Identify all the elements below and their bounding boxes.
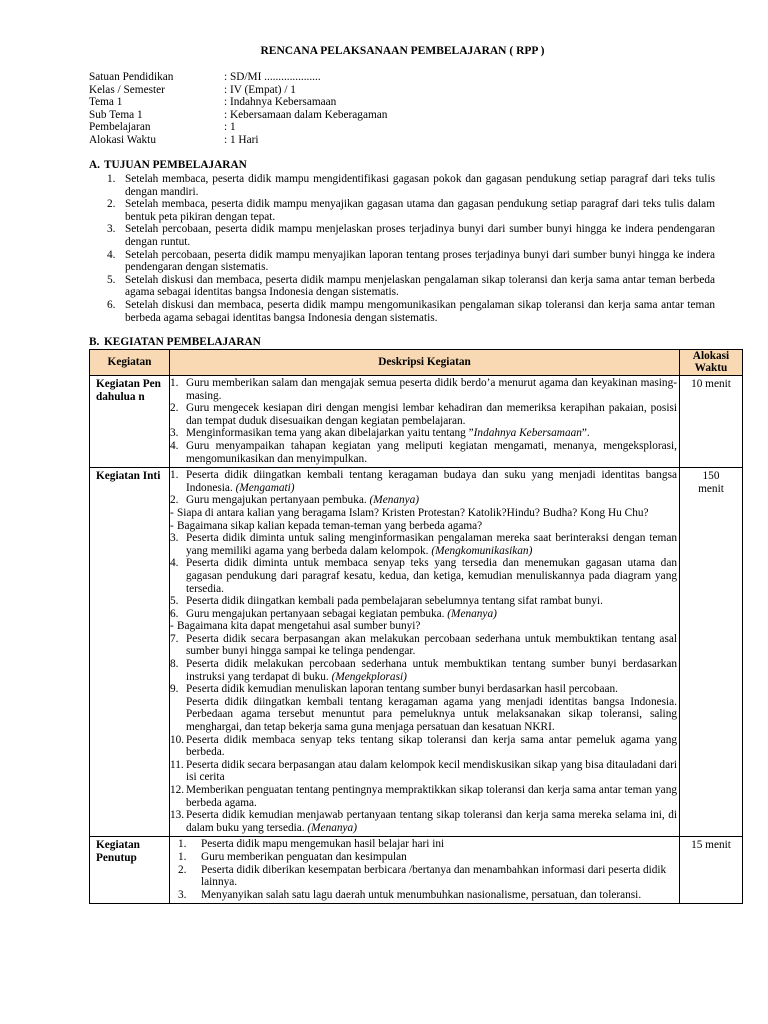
identity-label: Alokasi Waktu — [89, 133, 156, 146]
phase-time-text: 150 menit — [698, 470, 724, 495]
item-text: Setelah membaca, peserta didik mampu mengidentifikasi gagasan pokok dan gagasan pendukung setiap paragraf dari teks tulis dengan mandiri. — [125, 173, 715, 198]
item-text: Peserta didik diingatkan kembali tentang keragaman budaya dan suku yang menjadi identitas bangsa Indonesia. — [186, 469, 677, 494]
section-heading — [89, 159, 715, 173]
item-text: Peserta didik membaca senyap teks tentang sikap toleransi dan kerja sama antar pemeluk agama yang berbeda. — [186, 733, 677, 759]
identity-label: Tema 1 — [89, 96, 123, 109]
identity-label: Sub Tema 1 — [89, 108, 143, 121]
activity-item — [170, 809, 677, 834]
identity-row — [89, 134, 387, 147]
activity-item — [170, 532, 677, 557]
item-text: Guru memberikan penguatan dan kesimpulan — [201, 850, 407, 863]
item-number: 8. — [170, 658, 179, 671]
table-row-penutup — [90, 837, 743, 904]
activity-item — [170, 864, 677, 889]
item-number: 1. — [178, 850, 187, 863]
objective-item — [89, 249, 715, 274]
objective-list — [89, 173, 715, 324]
item-text: Peserta didik secara berpasangan akan melakukan percobaan sederhana untuk membuktikan tentang asal sumber bunyi hingga sampai ke telinga pendengar. — [186, 632, 677, 658]
phase-time: 10 menit — [680, 376, 743, 468]
phase-description — [170, 376, 680, 468]
phase-name: Kegiatan Inti — [90, 468, 170, 837]
item-italic: (Menanya) — [369, 494, 420, 507]
identity-value: : SD/MI .................... — [224, 71, 321, 83]
item-text: Guru memberikan salam dan mengajak semua peserta didik berdo’a menurut agama dan keyakinan masing-masing. — [186, 377, 677, 402]
activity-item — [170, 851, 677, 864]
dash-bullet: - — [170, 519, 174, 532]
phase-name: Kegiatan Penutup — [90, 837, 170, 904]
item-number: 4. — [107, 248, 116, 261]
item-text: Setelah diskusi dan membaca, peserta didik mampu mengomunikasikan pengalaman sikap toleransi dan kerja sama antar teman berbeda agama sebagai identitas bangsa Indonesia dengan sistematis. — [125, 298, 715, 324]
document-title: RENCANA PELAKSANAAN PEMBELAJARAN ( RPP ) — [260, 45, 545, 57]
activity-item — [170, 494, 677, 507]
item-number: 6. — [107, 298, 116, 311]
item-number: 9. — [170, 683, 179, 696]
item-number: 1. — [178, 838, 187, 851]
item-number: 1. — [107, 173, 116, 185]
item-italic: (Mengkomunikasikan) — [431, 544, 533, 557]
phase-description — [170, 468, 680, 837]
item-number: 5. — [107, 273, 116, 286]
table-row-pendahuluan — [90, 376, 743, 468]
activity-item — [170, 377, 677, 402]
item-text: Peserta didik diingatkan kembali pada pembelajaran sebelumnya tentang sifat rambat bunyi. — [186, 595, 603, 608]
dash-bullet: - — [170, 506, 174, 519]
phase-name — [90, 376, 170, 468]
item-text: Setelah membaca, peserta didik mampu menyajikan gagasan utama dan gagasan pendukung setiap paragraf dari teks tulis dalam bentuk peta pikiran dengan tepat. — [125, 198, 715, 223]
item-number: 1. — [170, 377, 179, 389]
identity-row — [89, 84, 387, 97]
activity-item — [170, 427, 677, 440]
section-letter: B. — [89, 336, 100, 348]
item-text: Peserta didik diminta untuk saling menginformasikan pengalaman mereka saat berinteraksi dengan teman yang memiliki agama yang berbeda dalam kelompok. — [186, 532, 677, 557]
item-text: Setelah percobaan, peserta didik mampu menjelaskan proses terjadinya bunyi dari sumber bunyi hingga ke indera pendengaran dengan runtut. — [125, 223, 715, 248]
activity-item — [170, 658, 677, 683]
activity-item — [170, 608, 677, 621]
item-number: 12. — [170, 784, 185, 796]
dash-bullet: - — [170, 620, 174, 633]
activity-item — [170, 402, 677, 427]
item-text: Siapa di antara kalian yang beragama Islam? Kristen Protestan? Katolik?Hindu? Budha? Kong Hu Chu? — [177, 506, 649, 519]
item-number: 1. — [170, 469, 179, 482]
item-italic: Indahnya Kebersamaan — [473, 427, 582, 440]
item-text: Memberikan penguatan tentang pentingnya mempraktikkan sikap toleransi dan kerja sama antar teman yang berbeda agama. — [186, 784, 677, 809]
item-text: Peserta didik secara berpasangan atau dalam kelompok kecil mendiskusikan sikap yang bisa ditauladani dari isi cerita — [186, 758, 677, 784]
item-number: 2. — [170, 494, 179, 507]
item-text: Guru mengajukan pertanyaan sebagai kegiatan pembuka. — [186, 607, 448, 620]
phase-description — [170, 837, 680, 904]
identity-row — [89, 109, 387, 122]
activity-item — [170, 838, 677, 851]
identity-label: Kelas / Semester — [89, 83, 165, 96]
item-text: Bagaimana kita dapat mengetahui asal sumber bunyi? — [177, 620, 421, 633]
item-number: 2. — [178, 863, 187, 876]
header-kegiatan: Kegiatan — [90, 350, 170, 376]
header-alokasi: Alokasi Waktu — [680, 350, 743, 376]
section-heading-text: KEGIATAN PEMBELAJARAN — [104, 336, 261, 348]
phase-time: 15 menit — [680, 837, 743, 904]
identity-label: Pembelajaran — [89, 121, 151, 134]
item-number: 2. — [170, 402, 179, 415]
identity-label: Satuan Pendidikan — [89, 71, 174, 83]
identity-value: : 1 — [224, 121, 236, 134]
identity-value: : IV (Empat) / 1 — [224, 83, 296, 96]
activity-item — [170, 440, 677, 465]
activity-table — [89, 349, 743, 904]
item-number: 3. — [178, 888, 187, 901]
item-text: Guru mengajukan pertanyaan pembuka. — [186, 494, 370, 507]
identity-row — [89, 71, 387, 84]
item-text: Peserta didik kemudian menuliskan laporan tentang sumber bunyi berdasarkan hasil percobaan. — [186, 683, 618, 696]
phase-name-text: Kegiatan Pendahulua n — [96, 378, 161, 403]
header-deskripsi: Deskripsi Kegiatan — [170, 350, 680, 376]
question-item — [170, 507, 677, 520]
item-italic: (Mengekplorasi) — [331, 670, 407, 683]
item-number: 10. — [170, 733, 185, 746]
activity-item — [170, 683, 677, 696]
item-italic: (Mengamati) — [235, 481, 295, 494]
activity-item — [170, 784, 677, 809]
item-number: 2. — [107, 198, 116, 211]
table-row-inti — [90, 468, 743, 837]
section-tujuan — [89, 159, 715, 324]
item-text: Peserta didik melakukan percobaan sederhana untuk membuktikan tentang sumber bunyi berdasarkan instruksi yang terdapat di buku. — [186, 658, 677, 683]
item-number: 11. — [170, 758, 184, 771]
identity-value: : Kebersamaan dalam Keberagaman — [224, 108, 388, 121]
item-text: Guru menyampaikan tahapan kegiatan yang meliputi kegiatan mengamati, menanya, mengeksplorasi, mengomunikasikan dan menyimpulkan. — [186, 439, 677, 465]
section-letter: A. — [89, 159, 100, 171]
item-number: 4. — [170, 439, 179, 452]
activity-item — [170, 734, 677, 759]
activity-item — [170, 469, 677, 494]
identity-row — [89, 96, 387, 109]
section-kegiatan-heading — [89, 336, 261, 350]
activity-item — [170, 595, 677, 608]
item-text-after: ”. — [581, 427, 590, 440]
item-number: 13. — [170, 809, 185, 822]
phase-time — [680, 468, 743, 837]
item-italic: (Menanya) — [307, 821, 357, 834]
item-italic: (Menanya) — [447, 607, 497, 620]
identity-block — [89, 71, 387, 147]
objective-item — [89, 299, 715, 324]
item-text: Peserta didik mapu mengemukan hasil belajar hari ini — [201, 838, 445, 851]
item-number: 4. — [170, 557, 179, 570]
activity-item — [170, 889, 677, 902]
item-text: Menyanyikan salah satu lagu daerah untuk menumbuhkan nasionalisme, persatuan, dan toleransi. — [201, 888, 642, 901]
objective-item — [89, 198, 715, 223]
item-number: 6. — [170, 607, 179, 620]
item-text: Setelah percobaan, peserta didik mampu menyajikan laporan tentang proses terjadinya bunyi dari sumber bunyi hingga ke indera pendengaran dengan sistematis. — [125, 248, 715, 274]
identity-value: : 1 Hari — [224, 133, 259, 146]
question-item — [170, 520, 677, 533]
section-heading-text: TUJUAN PEMBELAJARAN — [104, 159, 247, 171]
item-text: Peserta didik diberikan kesempatan berbicara /bertanya dan menambahkan informasi dari peserta didik lainnya. — [201, 863, 667, 889]
objective-item — [89, 223, 715, 248]
table-header-row — [90, 350, 743, 376]
item-text: Peserta didik kemudian menjawab pertanyaan tentang sikap toleransi dan kerja sama mereka selama ini, di dalam buku yang tersedia. — [186, 809, 677, 834]
activity-item — [170, 557, 677, 595]
item-number: 3. — [170, 532, 179, 545]
activity-item — [170, 633, 677, 658]
item-number: 7. — [170, 632, 179, 645]
item-number: 3. — [107, 223, 116, 236]
item-number: 5. — [170, 595, 179, 608]
item-text: Peserta didik diminta untuk membaca senyap teks yang tersedia dan menemukan gagasan utama dan gagasan pendukung dari paragraf kesatu, kedua, dan ketiga, kemudian menuliskannya pada diagram yang tersedia. — [186, 557, 677, 595]
item-text: Setelah diskusi dan membaca, peserta didik mampu menjelaskan pengalaman sikap toleransi dan kerja sama antar teman berbeda agama sebagai identitas bangsa Indonesia dengan sistematis. — [125, 273, 715, 299]
item-number: 3. — [170, 427, 179, 440]
identity-value: : Indahnya Kebersamaan — [224, 96, 337, 109]
objective-item — [89, 173, 715, 198]
item-text: Guru mengecek kesiapan diri dengan mengisi lembar kehadiran dan memeriksa kerapihan pakaian, posisi dan tempat duduk disesuaikan dengan kegiatan pembelajaran. — [186, 402, 677, 427]
item-text: Bagaimana sikap kalian kepada teman-teman yang berbeda agama? — [177, 519, 483, 532]
question-item — [170, 620, 677, 633]
identity-row — [89, 121, 387, 134]
objective-item — [89, 274, 715, 299]
item-text: Menginformasikan tema yang akan dibelajarkan yaitu tentang ” — [186, 427, 474, 440]
activity-item — [170, 759, 677, 784]
activity-continuation: Peserta didik diingatkan kembali tentang keragaman agama yang menjadi identitas bangsa Indonesia. Perbedaan agama tersebut menuntut para pemeluknya untuk melaksanakan sikap toleransi, saling menghargai, dan tetap bekerja sama guna menjaga persatuan dan kesatuan NKRI. — [186, 695, 677, 734]
